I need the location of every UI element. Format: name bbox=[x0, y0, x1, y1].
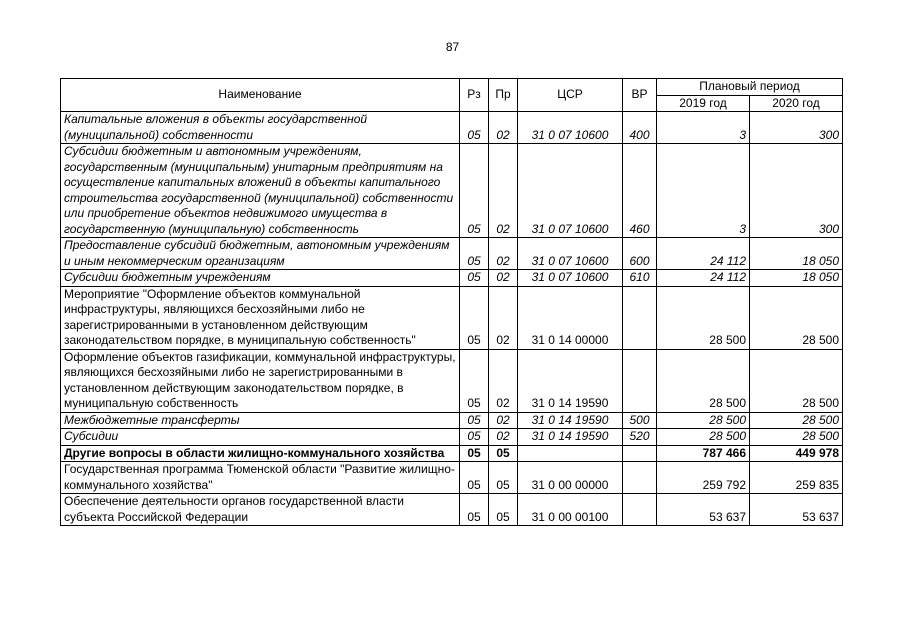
header-planned-period: Плановый период bbox=[657, 79, 843, 96]
row-vr bbox=[623, 462, 657, 494]
row-value-2020: 18 050 bbox=[750, 270, 843, 287]
row-vr: 610 bbox=[623, 270, 657, 287]
row-value-2019: 28 500 bbox=[657, 412, 750, 429]
row-value-2019: 3 bbox=[657, 112, 750, 144]
row-name: Субсидии bbox=[61, 429, 460, 446]
row-csr: 31 0 07 10600 bbox=[518, 270, 623, 287]
row-pr: 05 bbox=[489, 445, 518, 462]
header-year-2020: 2020 год bbox=[750, 95, 843, 112]
row-rz: 05 bbox=[460, 445, 489, 462]
row-pr: 02 bbox=[489, 349, 518, 412]
row-rz: 05 bbox=[460, 270, 489, 287]
row-value-2019: 24 112 bbox=[657, 270, 750, 287]
row-vr: 460 bbox=[623, 144, 657, 238]
row-pr: 05 bbox=[489, 462, 518, 494]
row-vr bbox=[623, 286, 657, 349]
table-row bbox=[61, 286, 843, 349]
row-name: Мероприятие "Оформление объектов коммунальной инфраструктуры, являющихся бесхозяйными либо не зарегистрированными в установленном действующим законодательством порядке, в муниципальную собственность" bbox=[61, 286, 460, 349]
row-name: Оформление объектов газификации, коммунальной инфраструктуры, являющихся бесхозяйными либо не зарегистрированными в установленном действующим законодательством порядке, в муниципальную собственность bbox=[61, 349, 460, 412]
row-vr: 500 bbox=[623, 412, 657, 429]
header-rz: Рз bbox=[460, 79, 489, 112]
row-name: Предоставление субсидий бюджетным, автономным учреждениям и иным некоммерческим организациям bbox=[61, 238, 460, 270]
row-value-2020: 300 bbox=[750, 112, 843, 144]
row-value-2020: 259 835 bbox=[750, 462, 843, 494]
row-value-2019: 259 792 bbox=[657, 462, 750, 494]
row-rz: 05 bbox=[460, 349, 489, 412]
row-pr: 02 bbox=[489, 144, 518, 238]
row-value-2020: 28 500 bbox=[750, 349, 843, 412]
row-csr bbox=[518, 445, 623, 462]
row-value-2019: 787 466 bbox=[657, 445, 750, 462]
row-name: Другие вопросы в области жилищно-коммунального хозяйства bbox=[61, 445, 460, 462]
row-rz: 05 bbox=[460, 429, 489, 446]
row-rz: 05 bbox=[460, 494, 489, 526]
header-pr: Пр bbox=[489, 79, 518, 112]
row-value-2019: 28 500 bbox=[657, 349, 750, 412]
header-csr: ЦСР bbox=[518, 79, 623, 112]
row-value-2019: 28 500 bbox=[657, 286, 750, 349]
row-value-2019: 3 bbox=[657, 144, 750, 238]
table-row bbox=[61, 412, 843, 429]
row-name: Обеспечение деятельности органов государственной власти субъекта Российской Федерации bbox=[61, 494, 460, 526]
row-value-2020: 449 978 bbox=[750, 445, 843, 462]
row-pr: 05 bbox=[489, 494, 518, 526]
row-rz: 05 bbox=[460, 112, 489, 144]
row-pr: 02 bbox=[489, 412, 518, 429]
table-row bbox=[61, 270, 843, 287]
row-value-2019: 28 500 bbox=[657, 429, 750, 446]
row-vr bbox=[623, 494, 657, 526]
row-name: Государственная программа Тюменской области "Развитие жилищно-коммунального хозяйства" bbox=[61, 462, 460, 494]
row-value-2020: 28 500 bbox=[750, 286, 843, 349]
row-pr: 02 bbox=[489, 429, 518, 446]
row-rz: 05 bbox=[460, 412, 489, 429]
row-csr: 31 0 07 10600 bbox=[518, 112, 623, 144]
row-pr: 02 bbox=[489, 270, 518, 287]
row-value-2020: 53 637 bbox=[750, 494, 843, 526]
row-pr: 02 bbox=[489, 286, 518, 349]
row-vr: 520 bbox=[623, 429, 657, 446]
row-name: Субсидии бюджетным учреждениям bbox=[61, 270, 460, 287]
row-name: Субсидии бюджетным и автономным учреждениям, государственным (муниципальным) унитарным предприятиям на осуществление капитальных вложений в объекты капитального строительства государственной (муниципальной) собственности или приобретение объектов недвижимого имущества в государственную (муниципальную) собственность bbox=[61, 144, 460, 238]
row-csr: 31 0 07 10600 bbox=[518, 144, 623, 238]
table-row bbox=[61, 429, 843, 446]
row-csr: 31 0 07 10600 bbox=[518, 238, 623, 270]
table-row bbox=[61, 349, 843, 412]
row-value-2019: 24 112 bbox=[657, 238, 750, 270]
row-rz: 05 bbox=[460, 144, 489, 238]
header-name: Наименование bbox=[61, 79, 460, 112]
page-number: 87 bbox=[445, 40, 460, 54]
row-rz: 05 bbox=[460, 238, 489, 270]
row-value-2020: 300 bbox=[750, 144, 843, 238]
table-row bbox=[61, 238, 843, 270]
row-vr bbox=[623, 445, 657, 462]
row-name: Межбюджетные трансферты bbox=[61, 412, 460, 429]
table-row bbox=[61, 462, 843, 494]
row-value-2020: 18 050 bbox=[750, 238, 843, 270]
table-row bbox=[61, 494, 843, 526]
row-rz: 05 bbox=[460, 286, 489, 349]
budget-table bbox=[60, 78, 843, 526]
row-csr: 31 0 14 19590 bbox=[518, 429, 623, 446]
row-pr: 02 bbox=[489, 238, 518, 270]
header-year-2019: 2019 год bbox=[657, 95, 750, 112]
table-row bbox=[61, 144, 843, 238]
row-csr: 31 0 14 19590 bbox=[518, 412, 623, 429]
header-vr: ВР bbox=[623, 79, 657, 112]
row-name: Капитальные вложения в объекты государственной (муниципальной) собственности bbox=[61, 112, 460, 144]
row-csr: 31 0 14 00000 bbox=[518, 286, 623, 349]
row-csr: 31 0 14 19590 bbox=[518, 349, 623, 412]
row-pr: 02 bbox=[489, 112, 518, 144]
row-vr: 400 bbox=[623, 112, 657, 144]
row-value-2020: 28 500 bbox=[750, 429, 843, 446]
row-value-2020: 28 500 bbox=[750, 412, 843, 429]
table-row bbox=[61, 112, 843, 144]
row-csr: 31 0 00 00000 bbox=[518, 462, 623, 494]
table-row bbox=[61, 445, 843, 462]
row-value-2019: 53 637 bbox=[657, 494, 750, 526]
row-rz: 05 bbox=[460, 462, 489, 494]
row-vr bbox=[623, 349, 657, 412]
row-vr: 600 bbox=[623, 238, 657, 270]
row-csr: 31 0 00 00100 bbox=[518, 494, 623, 526]
